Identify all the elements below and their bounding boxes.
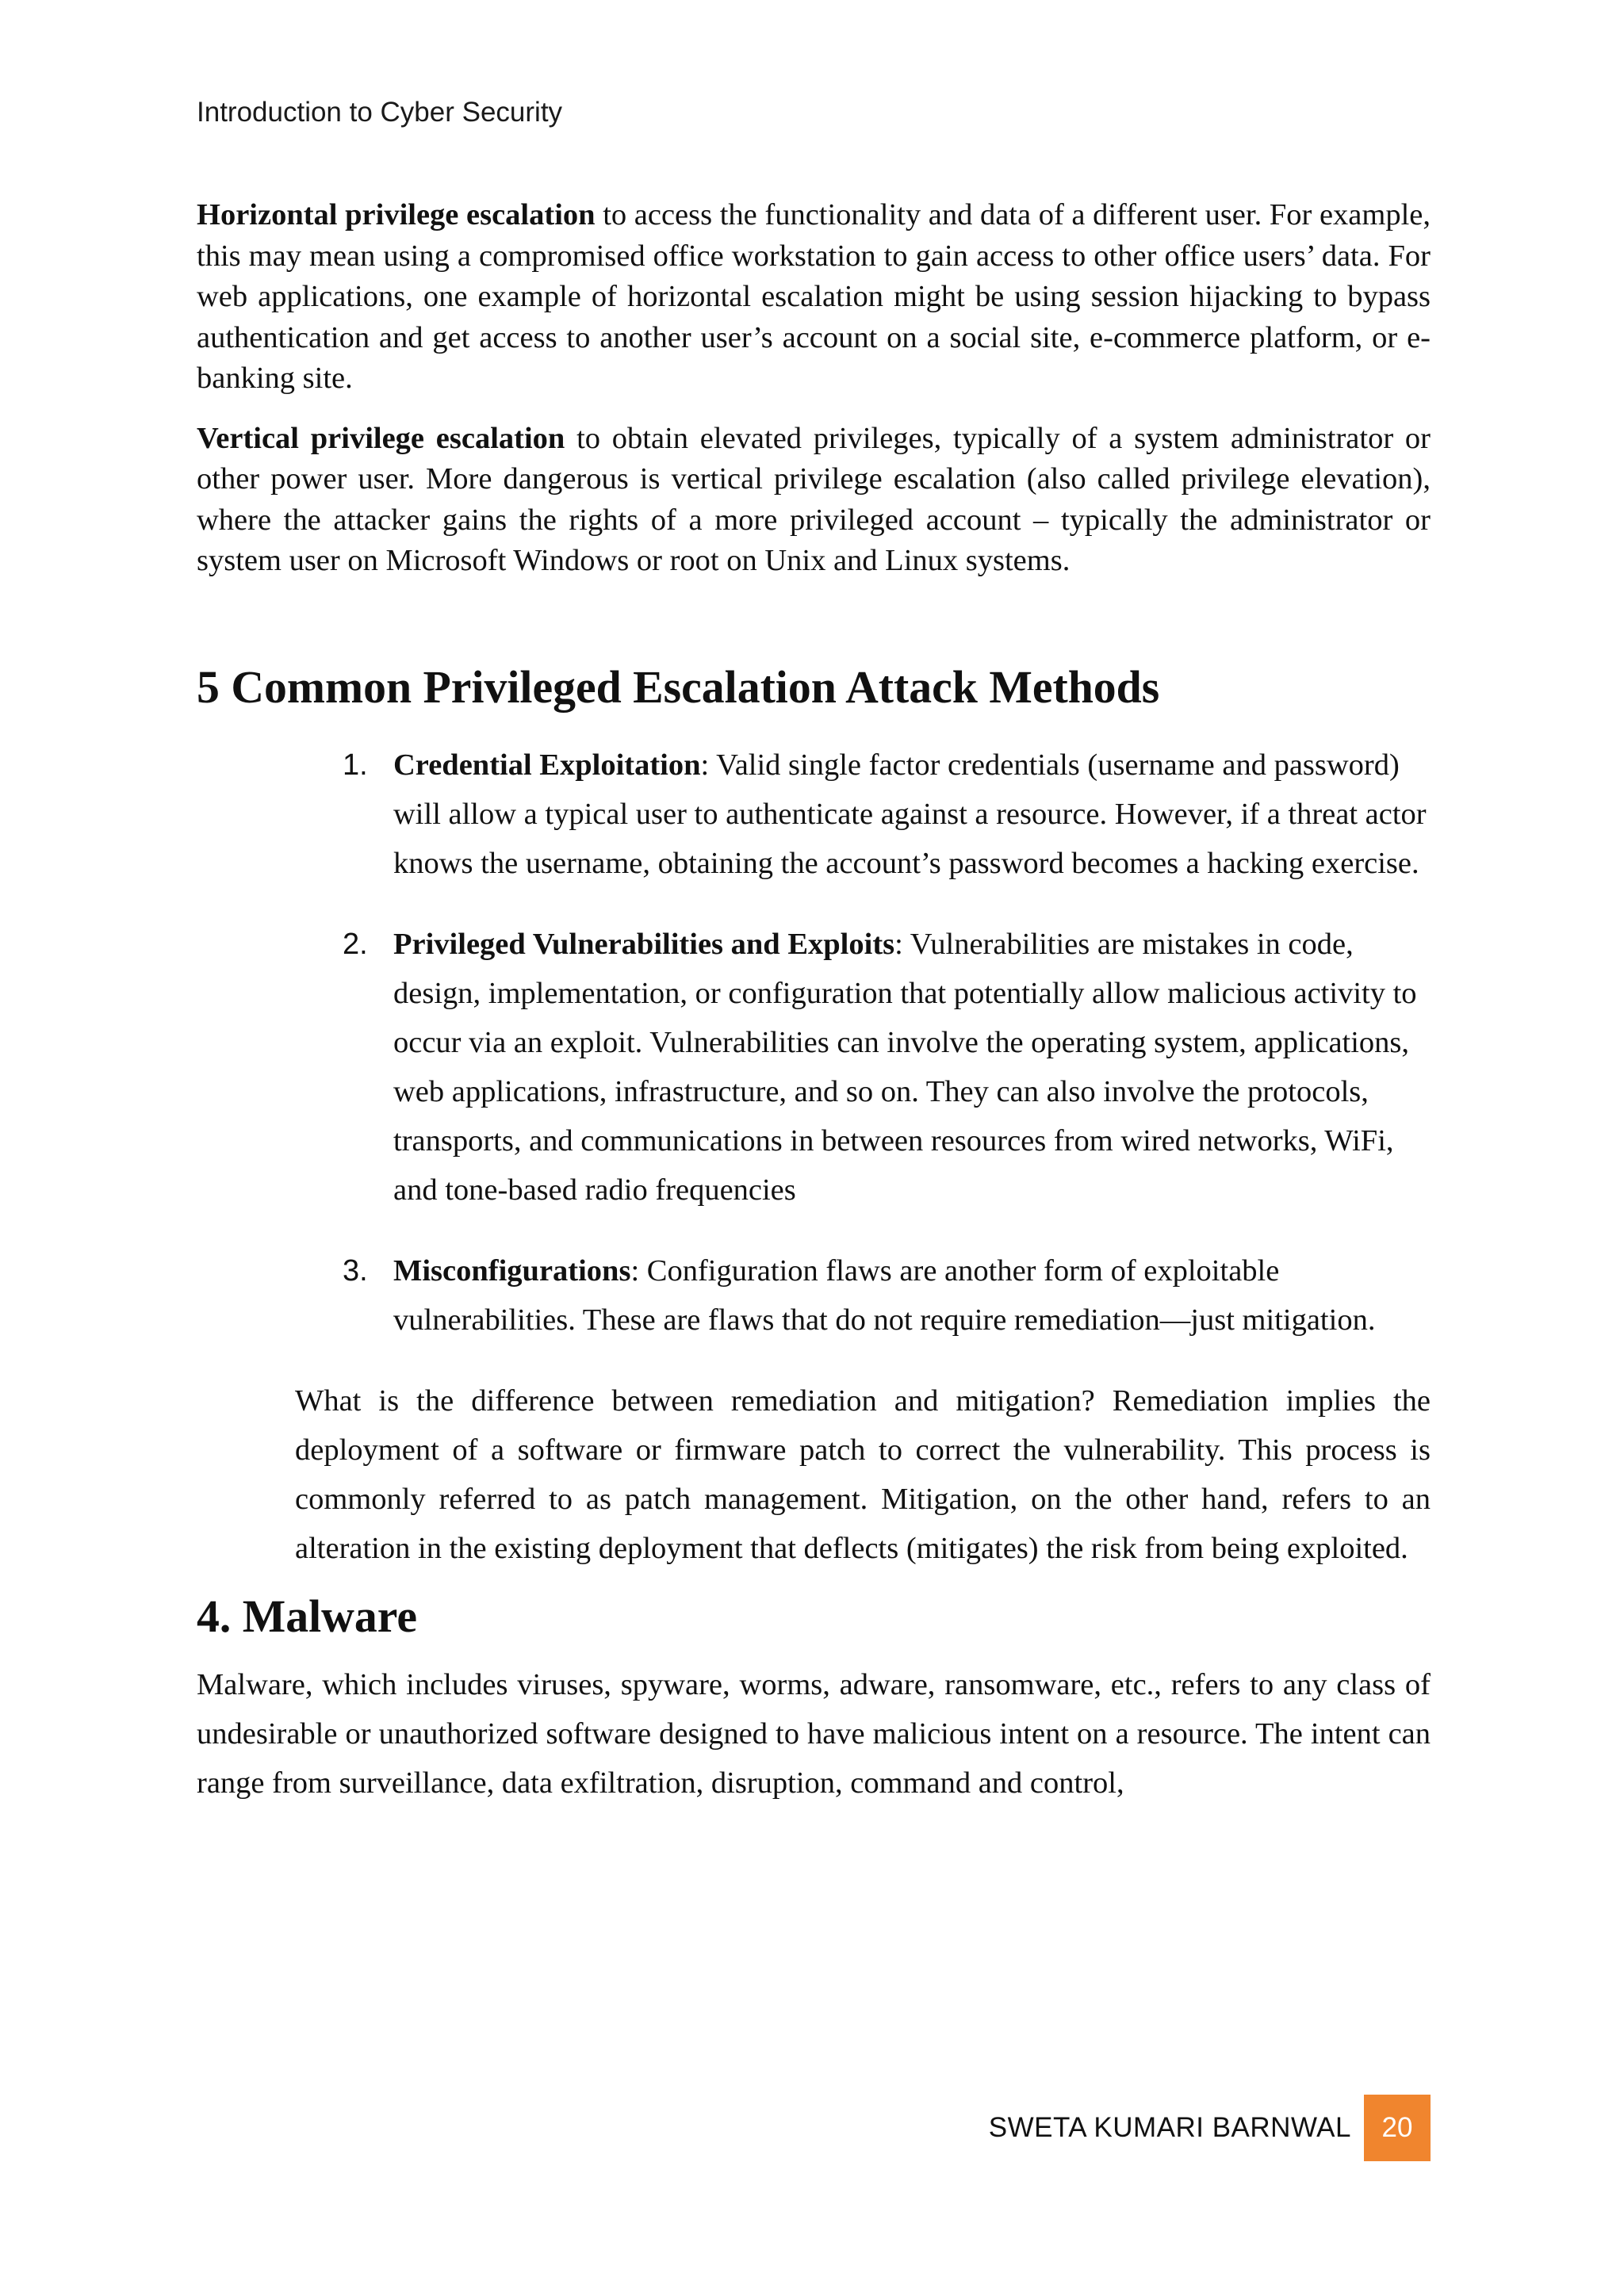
remediation-mitigation-note: What is the difference between remediation and mitigation? Remediation implies the deployment of a software or firmware patch to correct the vulnerability. This process is commonly referred to as patch management. Mitigation, on the other hand, refers to an alteration in the existing deployment that deflects (mitigates) the risk from being exploited.: [295, 1383, 1431, 1565]
list-item-text: [393, 920, 1431, 1215]
list-item-term: Credential Exploitation: [393, 748, 701, 782]
list-item-description: : Configuration flaws are another form of exploitable vulnerabilities. These are flaws that do not require remediation—just mitigation.: [393, 1253, 1376, 1337]
list-item-text: [393, 1246, 1431, 1345]
vertical-escalation-term: Vertical privilege escalation: [197, 421, 565, 455]
list-item-text: [393, 740, 1431, 888]
list-item-term: Misconfigurations: [393, 1253, 631, 1288]
footer-author: SWETA KUMARI BARNWAL: [988, 2112, 1351, 2143]
vertical-escalation-text: to obtain elevated privileges, typically of a system administrator or other power user. More dangerous is vertical privilege escalation (also called privilege elevation), where the attacker gains the rights of a more privileged account – typically the administrator or system user on Microsoft Windows or root on Unix and Linux systems.: [197, 421, 1431, 577]
methods-list: [197, 740, 1431, 1345]
vertical-escalation-paragraph: [197, 419, 1431, 582]
list-item-term: Privileged Vulnerabilities and Exploits: [393, 927, 895, 961]
page-footer: [0, 2095, 1431, 2161]
page-number-badge: 20: [1364, 2095, 1431, 2161]
list-item: [197, 1246, 1431, 1345]
horizontal-escalation-term: Horizontal privilege escalation: [197, 198, 596, 232]
list-item-number: 1.: [343, 748, 368, 782]
list-item-number: 2.: [343, 927, 368, 961]
horizontal-escalation-text: to access the functionality and data of a different user. For example, this may mean using a compromised office workstation to gain access to other office users’ data. For web applications, one example of horizontal escalation might be using session hijacking to bypass authentication and get access to another user’s account on a social site, e-commerce platform, or e-banking site.: [197, 198, 1431, 395]
malware-paragraph: Malware, which includes viruses, spyware, worms, adware, ransomware, etc., refers to any class of undesirable or unauthorized software designed to have malicious intent on a resource. The intent can range from surveillance, data exfiltration, disruption, command and control,: [197, 1667, 1431, 1800]
methods-heading: 5 Common Privileged Escalation Attack Methods: [197, 662, 1160, 713]
page-body: [197, 195, 1431, 1808]
list-item: [197, 740, 1431, 888]
list-item-description: : Valid single factor credentials (username and password) will allow a typical user to authenticate against a resource. However, if a threat actor knows the username, obtaining the account’s password becomes a hacking exercise.: [393, 748, 1427, 880]
horizontal-escalation-paragraph: [197, 195, 1431, 400]
running-header: Introduction to Cyber Security: [197, 97, 563, 128]
list-item: [197, 920, 1431, 1215]
list-item-number: 3.: [343, 1253, 368, 1288]
list-item-description: : Vulnerabilities are mistakes in code, design, implementation, or configuration that potentially allow malicious activity to occur via an exploit. Vulnerabilities can involve the operating system, applications, web applications, infrastructure, and so on. They can also involve the protocols, transports, and communications in between resources from wired networks, WiFi, and tone-based radio frequencies: [393, 927, 1417, 1207]
malware-heading: 4. Malware: [197, 1591, 417, 1642]
